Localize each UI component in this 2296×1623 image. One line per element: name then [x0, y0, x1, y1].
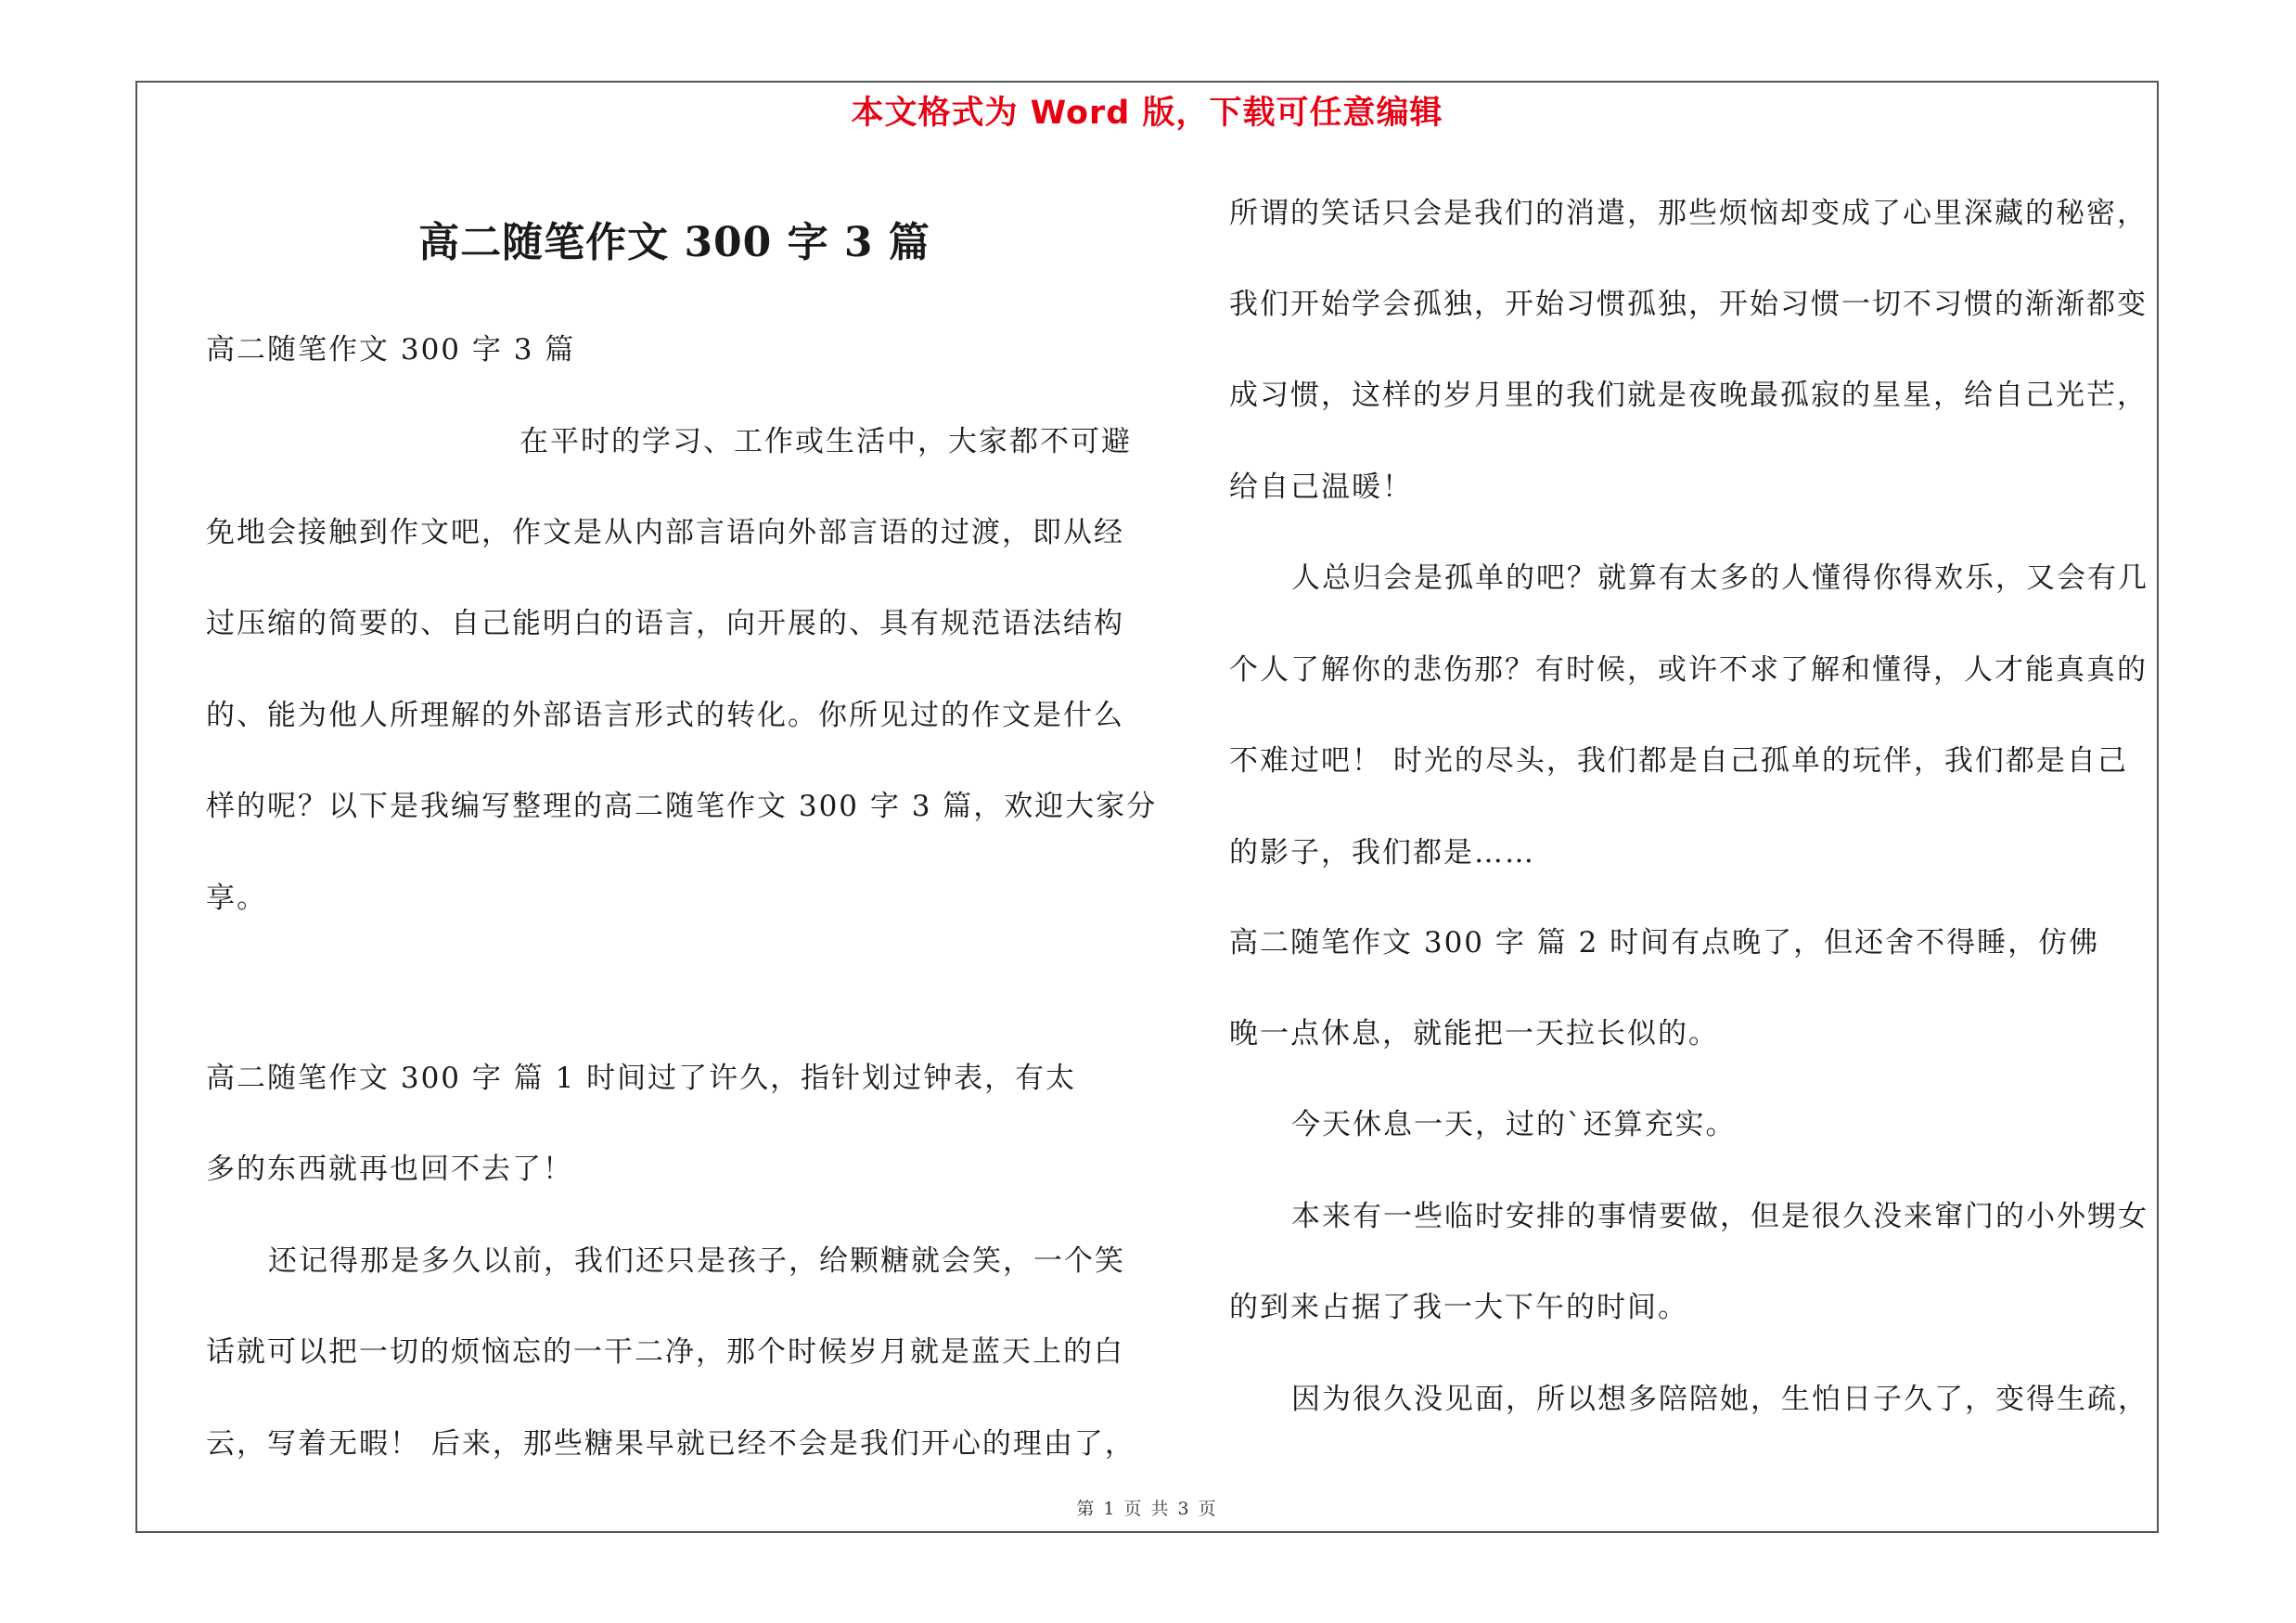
text-line: 的到来占据了我一大下午的时间。 [1229, 1291, 1688, 1324]
text-line: 个人了解你的悲伤那？有时候，或许不求了解和懂得，人才能真真的 [1229, 653, 2148, 687]
text-line: 因为很久没见面，所以想多陪陪她，生怕日子久了，变得生疏， [1291, 1383, 2148, 1416]
text-line: 的、能为他人所理解的外部语言形式的转化。你所见过的作文是什么 [206, 699, 1124, 732]
text-line: 过压缩的简要的、自己能明白的语言，向开展的、具有规范语法结构 [206, 607, 1124, 640]
text-line: 享。 [206, 882, 267, 915]
text-line: 多的东西就再也回不去了！ [206, 1153, 573, 1186]
page-number: 第 1 页 共 3 页 [1076, 1499, 1218, 1519]
text-line: 不难过吧！ 时光的尽头，我们都是自己孤单的玩伴，我们都是自己 [1229, 744, 2128, 778]
text-line: 在平时的学习、工作或生活中，大家都不可避 [519, 425, 1132, 458]
text-line: 给自己温暖！ [1229, 470, 1413, 504]
text-line: 高二随笔作文 300 字 篇 1 时间过了许久，指针划过钟表，有太 [206, 1062, 1077, 1095]
text-line: 的影子，我们都是…… [1229, 836, 1535, 869]
text-line: 云，写着无暇！ 后来，那些糖果早就已经不会是我们开心的理由了， [206, 1427, 1135, 1461]
text-line: 人总归会是孤单的吧？就算有太多的人懂得你得欢乐，又会有几 [1291, 561, 2148, 595]
text-line: 样的呢？以下是我编写整理的高二随笔作文 300 字 3 篇，欢迎大家分 [206, 790, 1158, 823]
text-line: 高二随笔作文 300 字 篇 2 时间有点晚了，但还舍不得睡，仿佛 [1229, 926, 2100, 960]
text-line: 本来有一些临时安排的事情要做，但是很久没来窜门的小外甥女 [1291, 1200, 2148, 1233]
text-line: 免地会接触到作文吧，作文是从内部言语向外部言语的过渡，即从经 [206, 516, 1124, 549]
document-title: 高二随笔作文 300 字 3 篇 [418, 219, 930, 266]
text-line: 今天休息一天，过的`还算充实。 [1291, 1108, 1737, 1141]
text-line: 我们开始学会孤独，开始习惯孤独，开始习惯一切不习惯的渐渐都变 [1229, 288, 2148, 321]
text-line: 成习惯，这样的岁月里的我们就是夜晚最孤寂的星星，给自己光芒， [1229, 379, 2148, 412]
text-line: 晚一点休息，就能把一天拉长似的。 [1229, 1017, 1719, 1050]
text-line: 所谓的笑话只会是我们的消遣，那些烦恼却变成了心里深藏的秘密， [1229, 197, 2148, 230]
text-line: 还记得那是多久以前，我们还只是孩子，给颗糖就会笑，一个笑 [268, 1244, 1125, 1278]
text-line: 高二随笔作文 300 字 3 篇 [206, 333, 576, 367]
word-format-banner: 本文格式为 Word 版，下载可任意编辑 [851, 95, 1443, 132]
text-line: 话就可以把一切的烦恼忘的一干二净，那个时候岁月就是蓝天上的白 [206, 1335, 1124, 1369]
